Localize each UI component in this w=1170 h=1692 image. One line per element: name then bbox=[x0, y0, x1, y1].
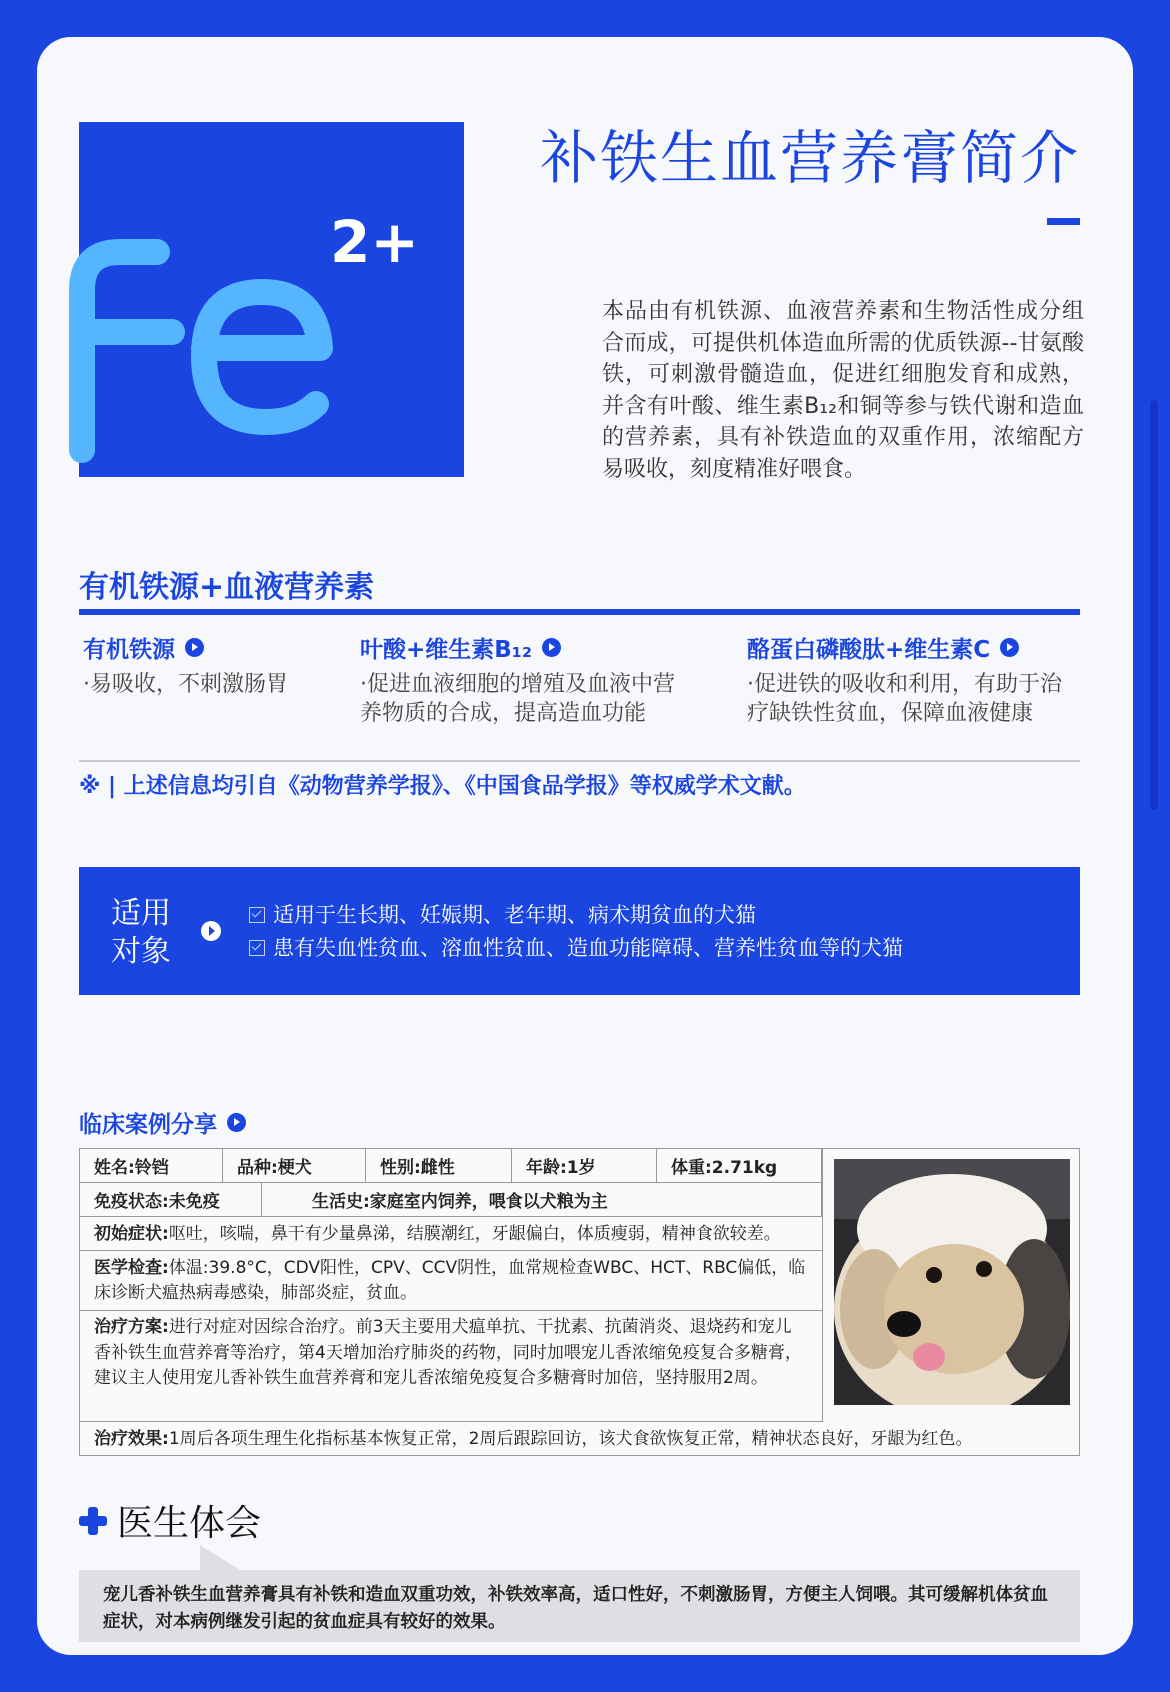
applicable-item-text: 患有失血性贫血、溶血性贫血、造血功能障碍、营养性贫血等的犬猫 bbox=[273, 936, 903, 960]
case-effect bbox=[80, 1422, 1079, 1456]
case-age: 年龄:1岁 bbox=[512, 1149, 657, 1182]
play-circle-icon bbox=[185, 638, 204, 657]
effect-label: 治疗效果: bbox=[94, 1429, 169, 1449]
feature-body: ·促进血液细胞的增殖及血液中营养物质的合成，提高造血功能 bbox=[360, 672, 675, 726]
feature-body: ·易吸收，不刺激肠胃 bbox=[83, 672, 288, 697]
checkbox-icon bbox=[249, 907, 265, 923]
symptom-label: 初始症状: bbox=[94, 1224, 169, 1244]
feature-head: 酪蛋白磷酸肽+维生素C bbox=[747, 636, 991, 663]
case-weight: 体重:2.71kg bbox=[657, 1149, 822, 1182]
feature-folic-b12 bbox=[360, 630, 680, 728]
feature-body: ·促进铁的吸收和利用，有助于治疗缺铁性贫血，保障血液健康 bbox=[747, 672, 1062, 726]
play-circle-icon bbox=[1000, 638, 1019, 657]
doctor-quote: 宠儿香补铁生血营养膏具有补铁和造血双重功效，补铁效率高，适口性好，不刺激肠胃，方便主人饲喂。其可缓解机体贫血症状，对本病例继发引起的贫血症具有较好的效果。 bbox=[79, 1570, 1080, 1642]
case-plan bbox=[80, 1311, 822, 1396]
case-title bbox=[79, 1105, 246, 1139]
feature-iron-source bbox=[83, 630, 323, 699]
section-title: 有机铁源+血液营养素 bbox=[79, 570, 375, 605]
title-accent-dash bbox=[1047, 218, 1080, 225]
arrow-circle-icon bbox=[201, 921, 221, 941]
quote-pointer bbox=[200, 1545, 240, 1570]
feature-head: 有机铁源 bbox=[83, 636, 175, 663]
plan-text: 进行对症对因综合治疗。前3天主要用犬瘟单抗、干扰素、抗菌消炎、退烧药和宠儿香补铁生血营养膏等治疗，第4天增加治疗肺炎的药物，同时加喂宠儿香浓缩免疫复合多糖膏，建议主人使用宠儿香补铁生血营养膏和宠儿香浓缩免疫复合多糖膏时加倍，坚持服用2周。 bbox=[94, 1317, 802, 1388]
doctor-title bbox=[79, 1495, 261, 1546]
intro-paragraph: 本品由有机铁源、血液营养素和生物活性成分组合而成，可提供机体造血所需的优质铁源--甘氨酸铁，可刺激骨髓造血，促进红细胞发育和成熟，并含有叶酸、维生素B₁₂和铜等参与铁代谢和造血的营养素，具有补铁造血的双重作用，浓缩配方易吸收，刻度精准好喂食。 bbox=[602, 299, 1084, 482]
plus-cross-icon bbox=[79, 1507, 107, 1535]
play-circle-icon bbox=[227, 1113, 246, 1132]
applicable-item-text: 适用于生长期、妊娠期、老年期、病术期贫血的犬猫 bbox=[273, 903, 756, 927]
doctor-title-text: 医生体会 bbox=[117, 1503, 262, 1544]
table-row bbox=[80, 1149, 822, 1183]
applicable-label: 适用对象 bbox=[111, 896, 171, 969]
applicable-item bbox=[249, 899, 903, 932]
feature-head: 叶酸+维生素B₁₂ bbox=[360, 636, 532, 663]
exam-text: 体温:39.8°C，CDV阳性，CPV、CCV阴性，血常规检查WBC、HCT、RBC偏低，临床诊断犬瘟热病毒感染，肺部炎症，贫血。 bbox=[94, 1258, 806, 1303]
exam-label: 医学检查: bbox=[94, 1258, 169, 1278]
symptom-text: 呕吐，咳喘，鼻干有少量鼻涕，结膜潮红，牙龈偏白，体质瘦弱，精神食欲较差。 bbox=[168, 1224, 781, 1244]
applicable-band bbox=[79, 867, 1080, 995]
play-circle-icon bbox=[542, 638, 561, 657]
checkbox-icon bbox=[249, 940, 265, 956]
case-table bbox=[79, 1148, 1080, 1456]
case-vaccine: 免疫状态:未免疫 bbox=[80, 1183, 262, 1216]
plan-label: 治疗方案: bbox=[94, 1317, 169, 1337]
case-sex: 性别:雌性 bbox=[366, 1149, 512, 1182]
table-row bbox=[80, 1251, 822, 1311]
table-row bbox=[80, 1183, 822, 1217]
fe-logo-icon bbox=[62, 200, 422, 470]
page-title: 补铁生血营养膏简介 bbox=[540, 124, 1081, 192]
divider bbox=[79, 760, 1080, 762]
fe-charge-label: 2+ bbox=[330, 208, 419, 276]
feature-cpp-vitc bbox=[747, 630, 1080, 728]
case-history: 生活史:家庭室内饲养，喂食以犬粮为主 bbox=[262, 1183, 822, 1216]
case-title-text: 临床案例分享 bbox=[79, 1111, 217, 1138]
case-breed: 品种:梗犬 bbox=[223, 1149, 366, 1182]
case-exam bbox=[80, 1251, 822, 1310]
source-note: ※ | 上述信息均引自《动物营养学报》、《中国食品学报》等权威学术文献。 bbox=[79, 774, 806, 799]
table-row bbox=[80, 1422, 1079, 1456]
case-name: 姓名:铃铛 bbox=[80, 1149, 223, 1182]
table-row bbox=[80, 1311, 822, 1422]
effect-text: 1周后各项生理生化指标基本恢复正常，2周后跟踪回访，该犬食欲恢复正常，精神状态良好，牙龈为红色。 bbox=[168, 1429, 973, 1449]
applicable-item bbox=[249, 932, 903, 965]
dog-photo bbox=[834, 1159, 1070, 1405]
scrollbar[interactable] bbox=[1150, 400, 1158, 810]
section-rule bbox=[79, 609, 1080, 615]
table-row bbox=[80, 1217, 822, 1251]
case-symptom bbox=[80, 1217, 822, 1251]
table-divider bbox=[822, 1149, 823, 1422]
